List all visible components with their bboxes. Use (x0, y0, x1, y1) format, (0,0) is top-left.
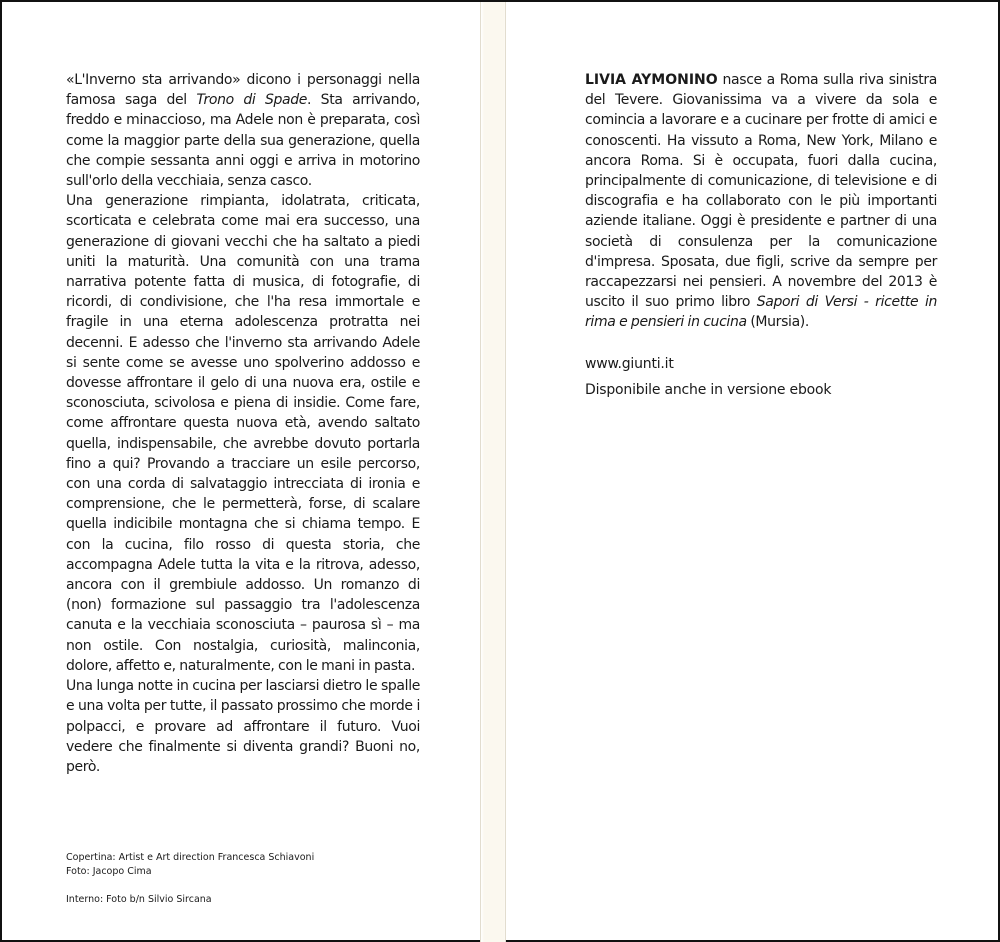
blurb-paragraph-2: Una generazione rimpianta, idolatrata, criticata, scorticata e celebrata come mai era successo, una generazione di giovani vecchi che ha saltato a piedi uniti la maturità. Una comunità con una trama narrativa potente fatta di musica, di fotografie, di ricordi, di condivisione, che l'ha resa immortale e fragile in una eterna adolescenza protratta nei decenni. E adesso che l'inverno sta arrivando Adele si sente come se avesse uno spolverino addosso e dovesse affrontare il gelo di una nuova era, ostile e sconosciuta, scivolosa e piena di insidie. Come fare, come affrontare questa nuova età, avendo saltato quella, indispensabile, che avrebbe dovuto portarla fino a qui? Provando a tracciare un esile percorso, con una corda di salvataggio intrecciata di ironia e comprensione, che le permetterà, forse, di scalare quella indicibile montagna che si chiama tempo. E con la cucina, filo rosso di questa storia, che accompagna Adele tutta la vita e la ritrova, adesso, ancora con il grembiule addosso. Un romanzo di (non) formazione sul passaggio tra l'adolescenza canuta e la vecchiaia sconosciuta – paurosa sì – ma non ostile. Con nostalgia, curiosità, malinconia, dolore, affetto e, naturalmente, con le mani in pasta. (66, 193, 420, 674)
publisher-info (585, 351, 937, 403)
credit-interior: Interno: Foto b/n Silvio Sircana (66, 894, 212, 905)
right-page (585, 70, 937, 403)
website-link[interactable]: www.giunti.it (585, 355, 674, 372)
author-bio: LIVIA AYMONINO nasce a Roma sulla riva sinistra del Tevere. Giovanissima va a vivere da sola e comincia a lavorare e a cucinare per frotte di amici e conoscenti. Ha vissuto a Roma, New York, Milano e ancora Roma. Si è occupata, fuori dalla cucina, principalmente di comunicazione, di televisione e di discografia e ha collaborato con le più importanti aziende italiane. Oggi è presidente e partner di una società di consulenza per la comunicazione d'impresa. Sposata, due figli, scrive da sempre per raccapezzarsi nei pensieri. A novembre del 2013 è uscito il suo primo libro Sapori di Versi - ricette in rima e pensieri in cucina (Mursia). (585, 72, 938, 331)
left-page-blurb (66, 70, 420, 777)
ebook-note: Disponibile anche in versione ebook (585, 381, 832, 398)
book-spine-gutter (480, 2, 506, 942)
blurb-paragraph-1: «L'Inverno sta arrivando» dicono i personaggi nella famosa saga del Trono di Spade. Sta arrivando, freddo e minaccioso, ma Adele non è preparata, così come la maggior parte della sua generazione, quella che compie sessanta anni oggi e arriva in motorino sull'orlo della vecchiaia, senza casco. (66, 72, 420, 190)
cover-credits (66, 851, 426, 907)
credit-cover: Copertina: Artist e Art direction Francesca Schiavoni (66, 852, 315, 863)
previous-book-title: Sapori di Versi - ricette in rima e pensieri in cucina (585, 294, 938, 331)
blurb-paragraph-3: Una lunga notte in cucina per lasciarsi dietro le spalle e una volta per tutte, il passato prossimo che morde i polpacci, e provare ad affrontare il futuro. Vuoi vedere che finalmente si diventa grandi? Buoni no, però. (66, 678, 420, 775)
series-title: Trono di Spade (196, 92, 308, 109)
credit-photo: Foto: Jacopo Cima (66, 866, 152, 877)
author-name: LIVIA AYMONINO (585, 72, 718, 88)
